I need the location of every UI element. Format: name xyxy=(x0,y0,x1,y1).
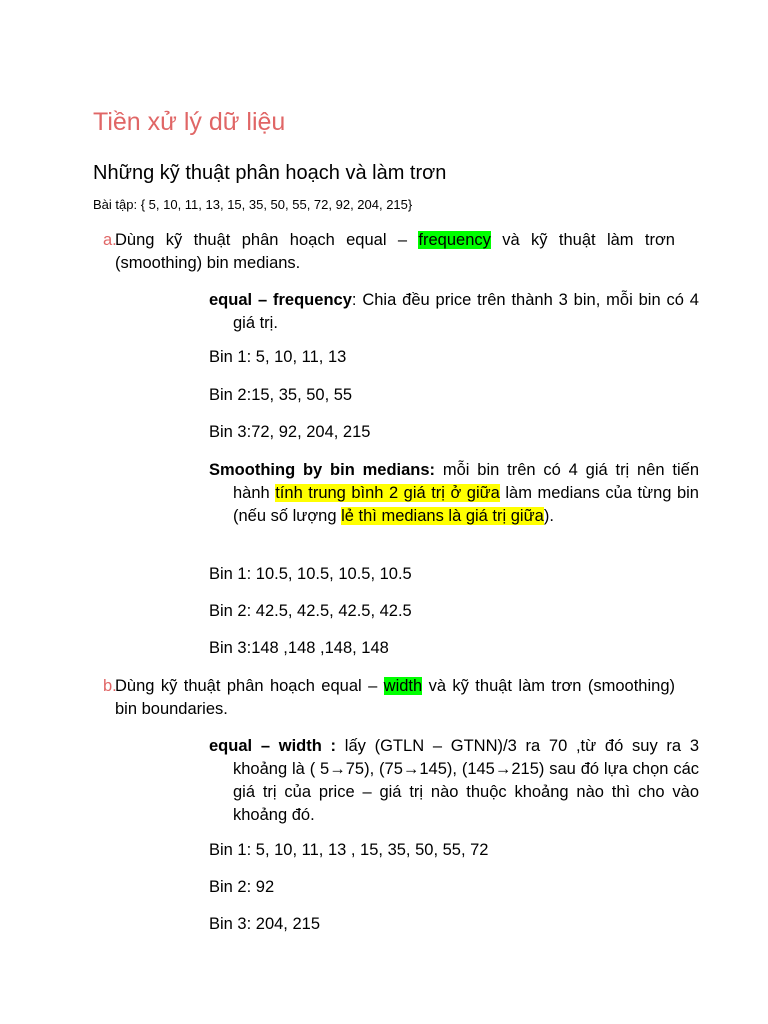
bin-2-width: Bin 2: 92 xyxy=(209,878,275,896)
exercise-data: Bài tập: { 5, 10, 11, 13, 15, 35, 50, 55, 72, 92, 204, 215} xyxy=(93,197,413,212)
part-a-text-before: Dùng kỹ thuật phân hoạch equal – xyxy=(115,231,419,249)
equal-width-text: lấy (GTLN – GTNN)/3 ra 70 ,từ đó suy ra 3 khoảng là ( 5→75), (75→145), (145→215) sau đó lựa chọn các giá trị của price – giá trị nào thuộc khoảng nào thì cho vào khoảng đó. xyxy=(233,737,700,824)
smoothing-medians-paragraph xyxy=(209,459,699,528)
part-b-marker: b. xyxy=(103,677,117,695)
bin-3-frequency: Bin 3:72, 92, 204, 215 xyxy=(209,423,371,441)
smoothed-bin-2: Bin 2: 42.5, 42.5, 42.5, 42.5 xyxy=(209,602,412,620)
smoothing-text-2: làm medians của từng bin (nếu số lượng xyxy=(233,484,699,525)
part-b-text-after: và kỹ thuật làm trơn (smoothing) bin boundaries. xyxy=(115,677,675,718)
page-title: Tiền xử lý dữ liệu xyxy=(93,108,286,136)
smoothing-highlight-1: tính trung bình 2 giá trị ở giữa xyxy=(275,484,500,502)
part-b-highlight: width xyxy=(383,677,423,695)
part-a-heading xyxy=(93,229,675,275)
smoothing-text-3: ). xyxy=(543,507,554,525)
bin-3-width: Bin 3: 204, 215 xyxy=(209,915,321,933)
equal-frequency-text: : Chia đều price trên thành 3 bin, mỗi bin có 4 giá trị. xyxy=(233,291,699,332)
equal-frequency-paragraph xyxy=(209,289,699,335)
equal-width-label: equal – width : xyxy=(209,737,337,755)
part-a-text-after: và kỹ thuật làm trơn (smoothing) bin medians. xyxy=(115,231,675,272)
bin-1-width: Bin 1: 5, 10, 11, 13 , 15, 35, 50, 55, 72 xyxy=(209,841,489,859)
bin-2-frequency: Bin 2:15, 35, 50, 55 xyxy=(209,386,353,404)
part-a-highlight: frequency xyxy=(418,231,491,249)
section-subtitle: Những kỹ thuật phân hoạch và làm trơn xyxy=(93,162,447,184)
smoothed-bin-3: Bin 3:148 ,148 ,148, 148 xyxy=(209,639,389,657)
smoothing-highlight-2: lẻ thì medians là giá trị giữa xyxy=(341,507,544,525)
smoothed-bin-1: Bin 1: 10.5, 10.5, 10.5, 10.5 xyxy=(209,565,412,583)
equal-frequency-label: equal – frequency xyxy=(209,291,352,309)
smoothing-label: Smoothing by bin medians: xyxy=(209,461,436,479)
bin-1-frequency: Bin 1: 5, 10, 11, 13 xyxy=(209,348,347,366)
part-b-heading xyxy=(93,675,675,721)
equal-width-paragraph xyxy=(209,735,699,827)
smoothing-text-1: mỗi bin trên có 4 giá trị nên tiến hành xyxy=(233,461,700,502)
part-b-text-before: Dùng kỹ thuật phân hoạch equal – xyxy=(115,677,384,695)
part-a-marker: a. xyxy=(103,231,117,249)
part-b-text xyxy=(115,675,675,721)
part-a-text xyxy=(115,229,675,275)
